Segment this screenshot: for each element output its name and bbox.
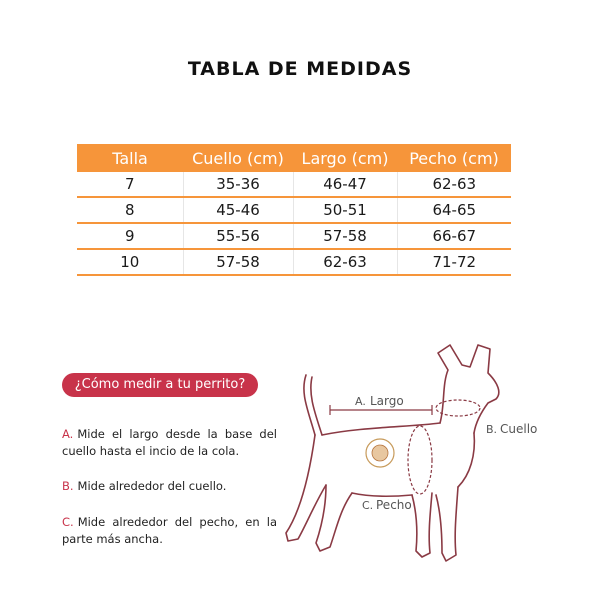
- cell-talla: 8: [77, 197, 183, 223]
- step-letter: A.: [62, 427, 74, 441]
- step-text: Mide el largo desde la base del cuello hasta el incio de la cola.: [62, 427, 277, 458]
- cell-cuello: 45-46: [183, 197, 293, 223]
- header-pecho: Pecho (cm): [397, 144, 511, 172]
- header-cuello: Cuello (cm): [183, 144, 293, 172]
- step-letter: C.: [62, 515, 74, 529]
- page-title: TABLA DE MEDIDAS: [187, 58, 413, 80]
- cell-talla: 10: [77, 249, 183, 275]
- step-c: [62, 514, 277, 548]
- cell-cuello: 55-56: [183, 223, 293, 249]
- step-a: [62, 426, 277, 460]
- cell-talla: 7: [77, 172, 183, 197]
- step-b: [62, 478, 277, 495]
- pecho-letter: C.: [362, 499, 374, 512]
- cell-pecho: 64-65: [397, 197, 511, 223]
- cell-largo: 50-51: [293, 197, 397, 223]
- table-row: [77, 249, 511, 275]
- pecho-line: [408, 426, 432, 494]
- largo-label: Largo: [370, 394, 404, 408]
- cell-largo: 46-47: [293, 172, 397, 197]
- step-letter: B.: [62, 479, 74, 493]
- cell-cuello: 35-36: [183, 172, 293, 197]
- cell-cuello: 57-58: [183, 249, 293, 275]
- cell-pecho: 71-72: [397, 249, 511, 275]
- pecho-label: Pecho: [376, 498, 412, 512]
- cell-talla: 9: [77, 223, 183, 249]
- table-row: [77, 197, 511, 223]
- table-row: [77, 223, 511, 249]
- table-header-row: [77, 144, 511, 172]
- header-talla: Talla: [77, 144, 183, 172]
- size-table: [77, 144, 511, 276]
- cell-largo: 62-63: [293, 249, 397, 275]
- cuello-label: Cuello: [500, 422, 538, 436]
- step-text: Mide alrededor del pecho, en la parte más ancha.: [62, 515, 277, 546]
- table-row: [77, 172, 511, 197]
- cell-pecho: 66-67: [397, 223, 511, 249]
- dog-diagram: [270, 325, 600, 600]
- howto-heading: ¿Cómo medir a tu perrito?: [62, 373, 258, 397]
- cell-largo: 57-58: [293, 223, 397, 249]
- cuello-letter: B.: [486, 423, 498, 436]
- header-largo: Largo (cm): [293, 144, 397, 172]
- cell-pecho: 62-63: [397, 172, 511, 197]
- largo-letter: A.: [355, 395, 366, 408]
- step-text: Mide alrededor del cuello.: [77, 479, 227, 493]
